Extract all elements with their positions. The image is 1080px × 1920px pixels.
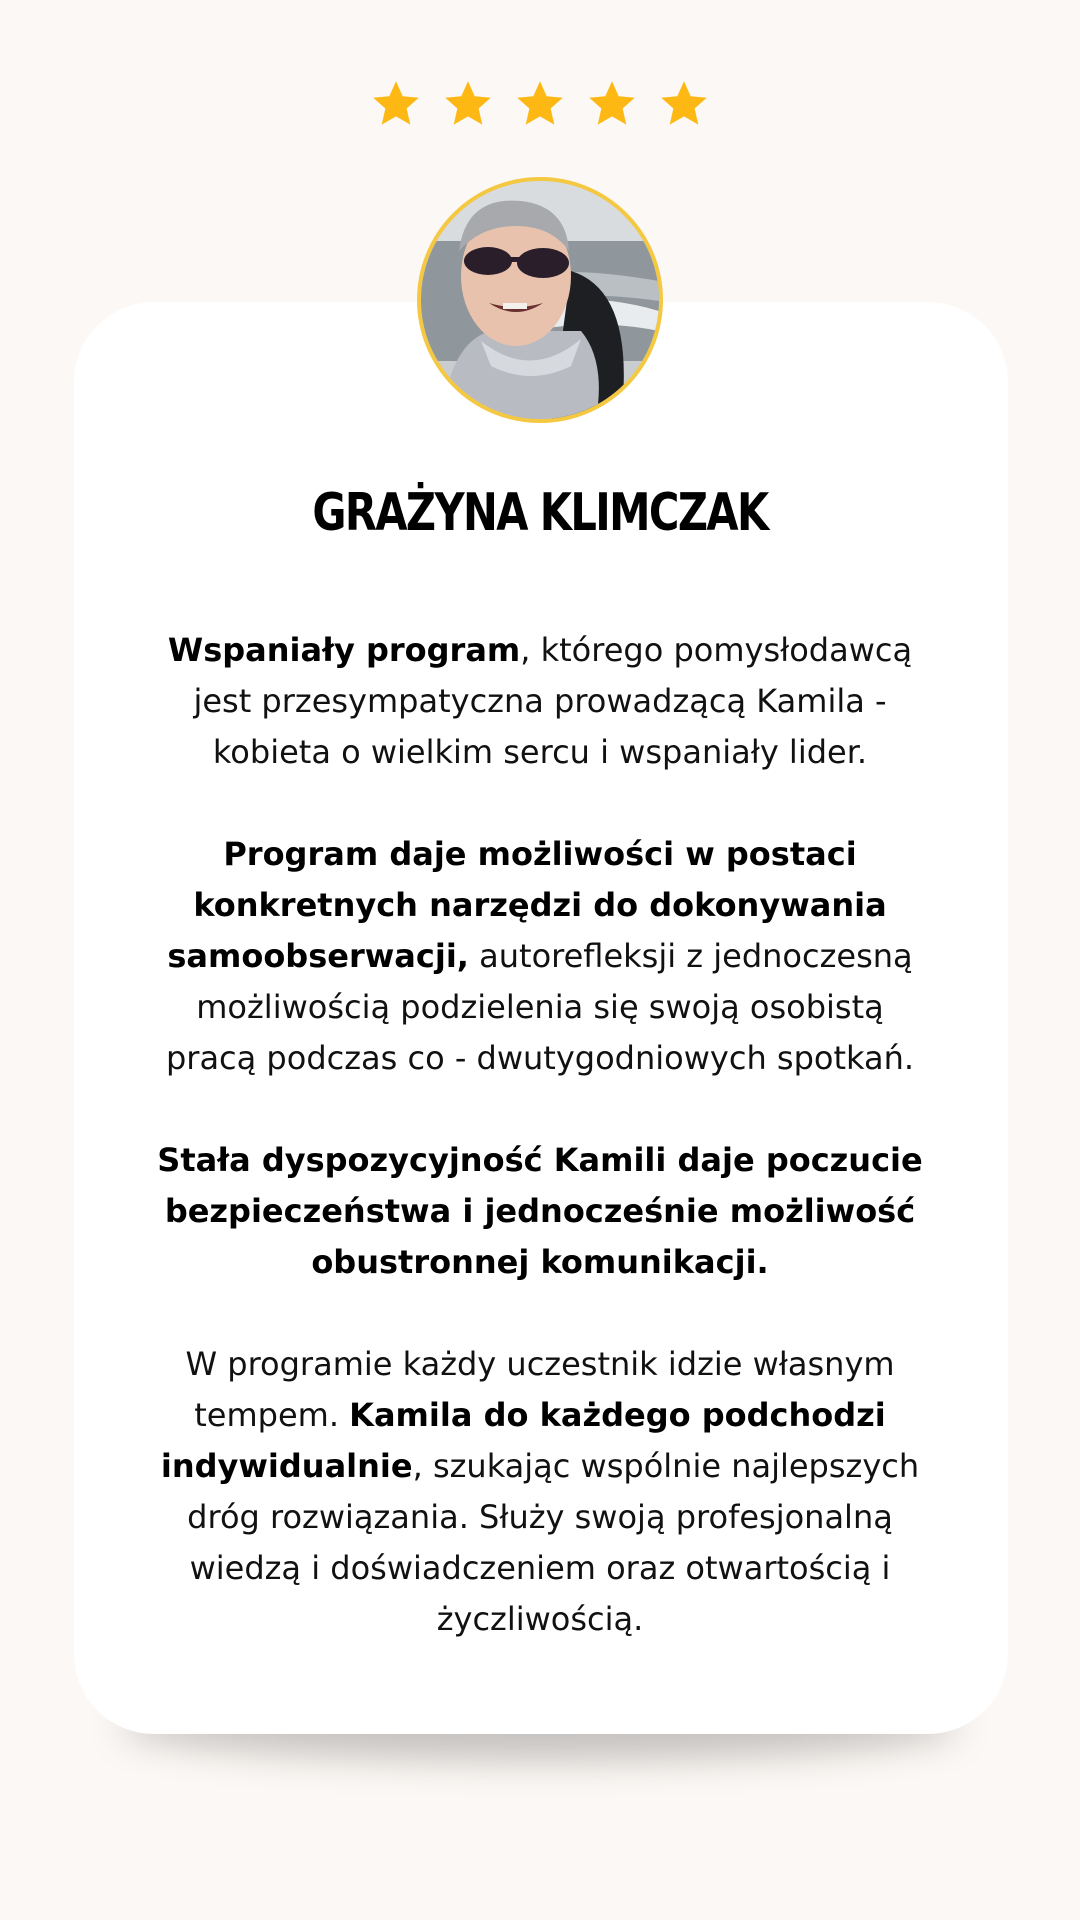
review-highlight: Wspaniały program: [167, 631, 521, 669]
star-icon: [586, 78, 638, 130]
review-highlight: Program daje możliwości w postaci konkretnych narzędzi do dokonywania samoobserwacji,: [167, 835, 887, 975]
review-text-span: autorefleksji z jednoczesną możliwością podzielenia się swoją osobistą pracą podczas co - dwutygodniowych spotkań.: [165, 937, 915, 1077]
review-text-span: W programie każdy uczestnik idzie własnym tempem.: [185, 1345, 895, 1434]
review-paragraph: [150, 829, 930, 1084]
star-rating: [0, 78, 1080, 130]
review-text: [150, 625, 930, 1696]
review-paragraph: [150, 1339, 930, 1645]
star-icon: [514, 78, 566, 130]
review-paragraph: [150, 625, 930, 778]
reviewer-name: GRAŻYNA KLIMCZAK: [312, 483, 768, 543]
star-icon: [658, 78, 710, 130]
review-highlight: Stała dyspozycyjność Kamili daje poczucie bezpieczeństwa i jednocześnie możliwość obustronnej komunikacji.: [157, 1141, 923, 1281]
star-icon: [370, 78, 422, 130]
avatar: [417, 177, 663, 423]
review-highlight: Kamila do każdego podchodzi indywidualnie: [160, 1396, 886, 1485]
review-paragraph: [150, 1135, 930, 1288]
review-text-span: , którego pomysłodawcą jest przesympatyczna prowadzącą Kamila - kobieta o wielkim sercu i wspaniały lider.: [193, 631, 913, 771]
avatar-photo: [421, 181, 659, 419]
review-text-span: , szukając wspólnie najlepszych dróg rozwiązania. Służy swoją profesjonalną wiedzą i doświadczeniem oraz otwartością i życzliwością.: [187, 1447, 920, 1638]
star-icon: [442, 78, 494, 130]
